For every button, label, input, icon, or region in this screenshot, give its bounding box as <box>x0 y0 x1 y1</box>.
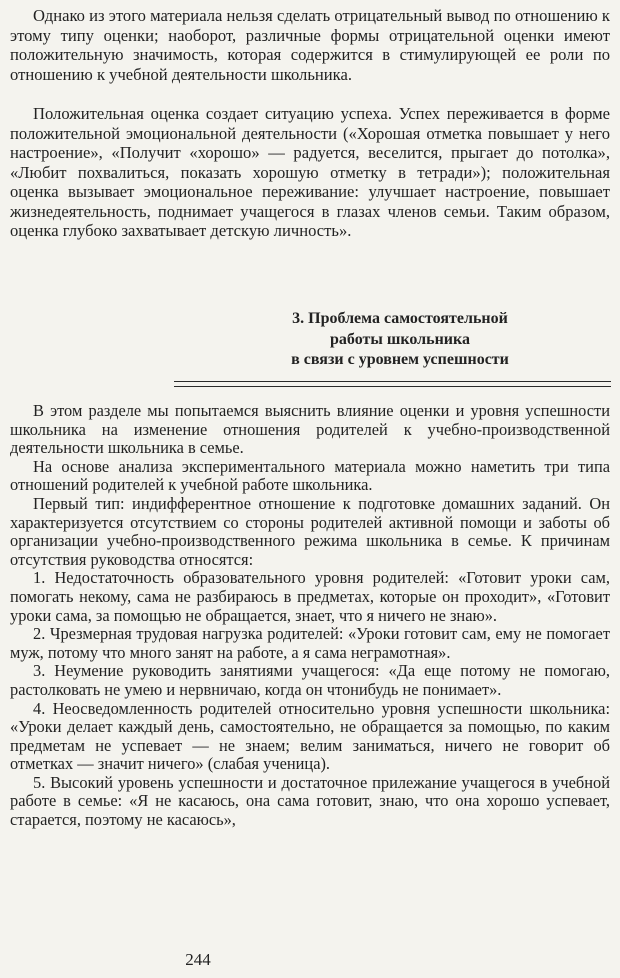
section-heading-line-1: 3. Проблема самостоятельной <box>292 310 508 327</box>
section-paragraph-8: 5. Высокий уровень успешности и достаточное прилежание учащегося в учебной работе в семье: «Я не касаюсь, она сама готовит, знаю, что она хорошо успевает, старается, поэтому не касаюсь», <box>10 772 610 830</box>
section-body <box>10 402 610 830</box>
section-paragraph-6: 3. Неумение руководить занятиями учащегося: «Да еще потому не помогаю, растолковать не умею и нервничаю, когда он чтонибудь не понимает». <box>10 661 610 699</box>
heading-rule-lower <box>174 386 611 387</box>
page-number: 244 <box>185 950 211 969</box>
section-heading-line-2: работы школьника <box>330 330 470 348</box>
section-paragraph-1: В этом разделе мы попытаемся выяснить влияние оценки и уровня успешности школьника на изменение отношения родителей к учебно-производственной деятельности школьника в семье. <box>10 401 610 458</box>
intro-paragraph-2: Положительная оценка создает ситуацию успеха. Успех переживается в форме положительной эмоциональной деятельности («Хорошая отметка повышает у него настроение», «Получит «хорошо» — радуется, веселится, прыгает до потолка», «Любит похвалиться, показать хорошую отметку в тетради»); положительная оценка вызывает эмоциональное переживание: улучшает настроение, повышает жизнедеятельность, поднимает учащегося в глазах членов семьи. Таким образом, оценка глубоко захватывает детскую личность». <box>10 104 610 240</box>
section-paragraph-7: 4. Неосведомленность родителей относительно уровня успешности школьника: «Уроки делает каждый день, самостоятельно, не обращается за помощью, по каким предметам не успевает — не знаем; велим заниматься, ничего не говорит об отметках — значит ничего» (слабая ученица). <box>10 698 610 774</box>
intro-paragraph-1: Однако из этого материала нельзя сделать отрицательный вывод по отношению к этому типу оценки; наоборот, различные формы отрицательной оценки имеют положительную значимость, которая содержится в стимулирующей ее роли по отношению к учебной деятельности школьника. <box>10 6 610 84</box>
section-paragraph-3: Первый тип: индифферентное отношение к подготовке домашних заданий. Он характеризуется отсутствием со стороны родителей активной помощи и заботы об организации учебно-производственного режима школьника в семье. К причинам отсутствия руководства относятся: <box>10 493 610 569</box>
section-paragraph-2: На основе анализа экспериментального материала можно наметить три типа отношений родителей к учебной работе школьника. <box>10 456 610 495</box>
section-paragraph-5: 2. Чрезмерная трудовая нагрузка родителей: «Уроки готовит сам, ему не помогает муж, потому что много занят на работе, а я сама неграмотная». <box>10 624 610 662</box>
section-heading <box>190 309 610 371</box>
heading-rule-upper <box>174 381 611 382</box>
section-heading-line-3: в связи с уровнем успешности <box>291 351 509 368</box>
section-paragraph-4: 1. Недостаточность образовательного уровня родителей: «Готовит уроки сам, помогать некому, сама не разбираюсь в предметах, которые он проходит», «Готовит уроки сама, за помощью не обращается, знает, что я ничего не знаю». <box>10 568 610 625</box>
